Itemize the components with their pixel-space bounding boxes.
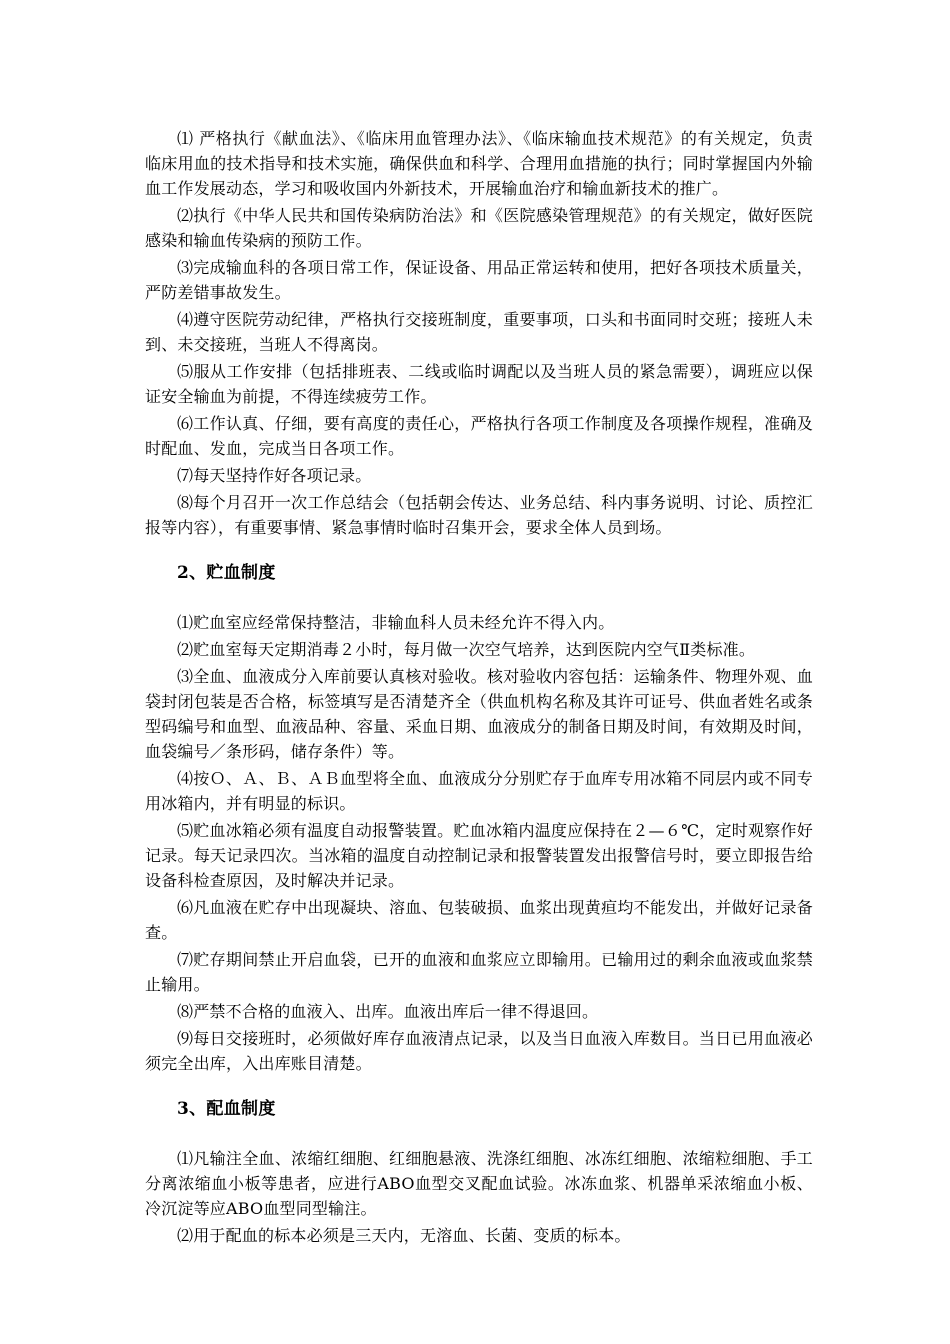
- paragraph-storage-8: ⑻严禁不合格的血液入、出库。血液出库后一律不得退回。: [177, 1002, 599, 1021]
- paragraph-storage-1: ⑴贮血室应经常保持整洁，非输血科人员未经允许不得入内。: [177, 613, 615, 632]
- section-blood-storage: [145, 560, 813, 1076]
- paragraph-storage-2: ⑵贮血室每天定期消毒２小时，每月做一次空气培养，达到医院内空气Ⅱ类标准。: [177, 640, 756, 659]
- paragraph-duty-1: ⑴ 严格执行《献血法》、《临床用血管理办法》、《临床输血技术规范》的有关规定，负责临床用血的技术指导和技术实施，确保供血和科学、合理用血措施的执行；同时掌握国内外输血工作发展动态，学习和吸收国内外新技术，开展输血治疗和输血新技术的推广。: [145, 129, 813, 198]
- paragraph-duty-3: ⑶完成输血科的各项日常工作，保证设备、用品正常运转和使用，把好各项技术质量关，严防差错事故发生。: [145, 258, 813, 302]
- section-cross-matching: [145, 1096, 813, 1248]
- paragraph-storage-6: ⑹凡血液在贮存中出现凝块、溶血、包装破损、血浆出现黄疸均不能发出，并做好记录备查。: [145, 898, 813, 942]
- paragraph-matching-1: ⑴凡输注全血、浓缩红细胞、红细胞悬液、洗涤红细胞、冰冻红细胞、浓缩粒细胞、手工分离浓缩血小板等患者，应进行ABO血型交叉配血试验。冰冻血浆、机器单采浓缩血小板、冷沉淀等应ABO血型同型输注。: [145, 1149, 813, 1218]
- paragraph-duty-5: ⑸服从工作安排（包括排班表、二线或临时调配以及当班人员的紧急需要），调班应以保证安全输血为前提，不得连续疲劳工作。: [145, 362, 813, 406]
- section-duties: [145, 126, 813, 540]
- paragraph-storage-9: ⑼每日交接班时，必须做好库存血液清点记录，以及当日血液入库数目。当日已用血液必须完全出库，入出库账目清楚。: [145, 1029, 813, 1073]
- paragraph-storage-7: ⑺贮存期间禁止开启血袋，已开的血液和血浆应立即输用。已输用过的剩余血液或血浆禁止输用。: [145, 950, 813, 994]
- paragraph-duty-2: ⑵执行《中华人民共和国传染病防治法》和《医院感染管理规范》的有关规定，做好医院感染和输血传染病的预防工作。: [145, 206, 813, 250]
- heading-blood-storage: 2、贮血制度: [177, 563, 276, 583]
- paragraph-matching-2: ⑵用于配血的标本必须是三天内，无溶血、长菌、变质的标本。: [177, 1226, 631, 1245]
- heading-cross-matching: 3、配血制度: [177, 1099, 276, 1119]
- paragraph-duty-7: ⑺每天坚持作好各项记录。: [177, 466, 372, 485]
- paragraph-duty-4: ⑷遵守医院劳动纪律，严格执行交接班制度，重要事项，口头和书面同时交班；接班人未到、未交接班，当班人不得离岗。: [145, 310, 813, 354]
- paragraph-storage-5: ⑸贮血冰箱必须有温度自动报警装置。贮血冰箱内温度应保持在２—６℃，定时观察作好记录。每天记录四次。当冰箱的温度自动控制记录和报警装置发出报警信号时，要立即报告给设备科检查原因，及时解决并记录。: [145, 821, 813, 890]
- paragraph-duty-6: ⑹工作认真、仔细，要有高度的责任心，严格执行各项工作制度及各项操作规程，准确及时配血、发血，完成当日各项工作。: [145, 414, 813, 458]
- paragraph-storage-4: ⑷按Ｏ、Ａ、Ｂ、ＡＢ血型将全血、血液成分分别贮存于血库专用冰箱不同层内或不同专用冰箱内，并有明显的标识。: [145, 769, 813, 813]
- paragraph-storage-3: ⑶全血、血液成分入库前要认真核对验收。核对验收内容包括：运输条件、物理外观、血袋封闭包装是否合格，标签填写是否清楚齐全（供血机构名称及其许可证号、供血者姓名或条型码编号和血型、血液品种、容量、采血日期、血液成分的制备日期及时间，有效期及时间，血袋编号／条形码，储存条件）等。: [145, 667, 813, 761]
- document-body: [145, 126, 813, 1250]
- paragraph-duty-8: ⑻每个月召开一次工作总结会（包括朝会传达、业务总结、科内事务说明、讨论、质控汇报等内容），有重要事情、紧急事情时临时召集开会，要求全体人员到场。: [145, 493, 813, 537]
